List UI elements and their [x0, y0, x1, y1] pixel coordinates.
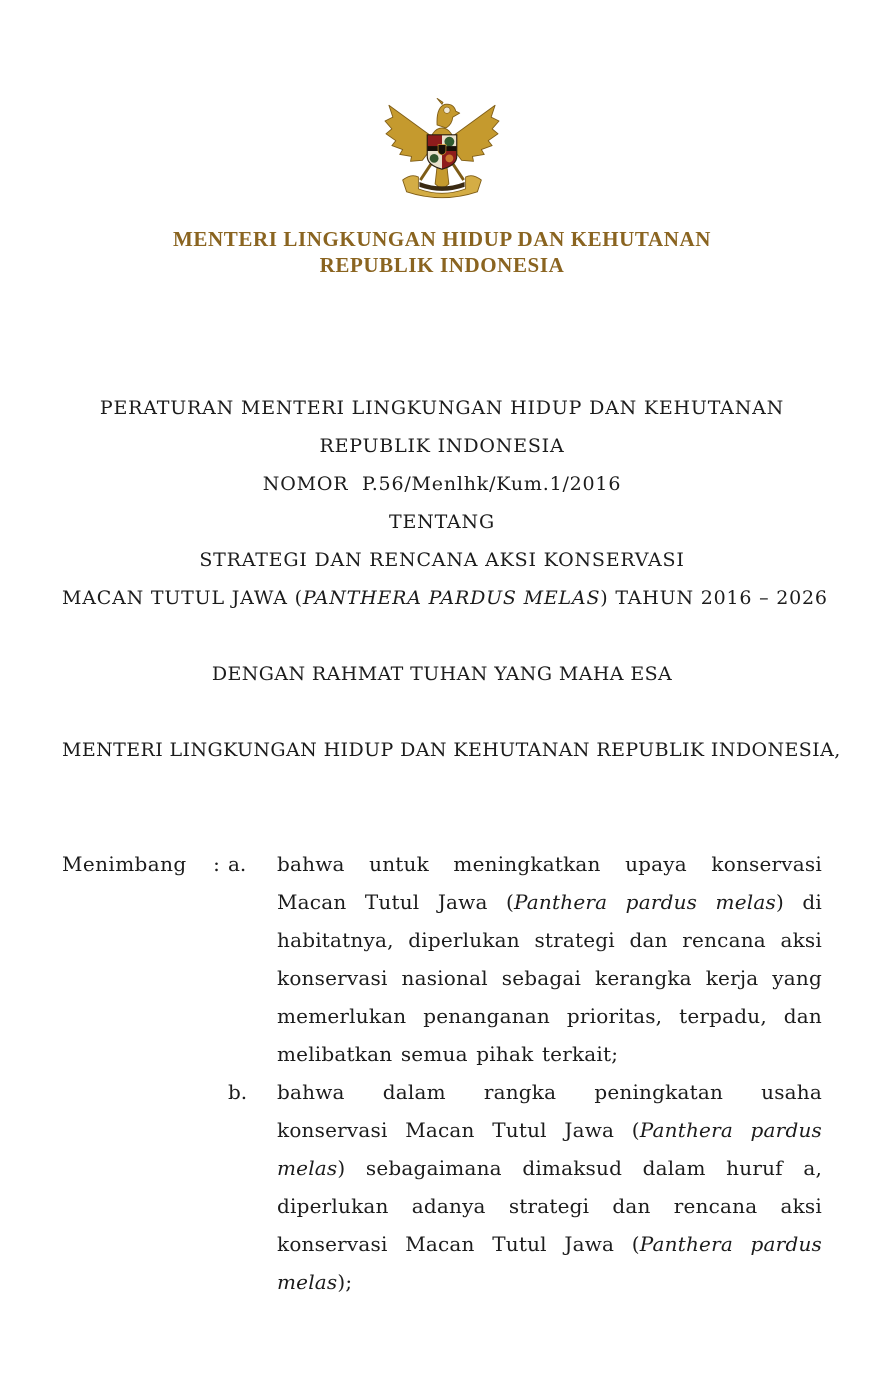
regulation-title-block	[62, 389, 828, 617]
title-line-subject: STRATEGI DAN RENCANA AKSI KONSERVASI	[199, 549, 685, 571]
consideration-section	[62, 845, 822, 1301]
title-line-tentang: TENTANG	[389, 511, 495, 533]
item-b-seg-3: ) sebagaimana dimaksud dalam huruf a, diperlukan adanya strategi dan rencana aksi konservasi Macan Tutul Jawa (	[277, 1156, 822, 1256]
invocation-line: DENGAN RAHMAT TUHAN YANG MAHA ESA	[211, 663, 673, 685]
consideration-item-a	[277, 845, 822, 1073]
title-line-republic: REPUBLIK INDONESIA	[319, 435, 565, 457]
item-b-seg-1: bahwa dalam rangka peningkatan usaha konservasi Macan Tutul Jawa (	[277, 1080, 822, 1142]
letterhead	[62, 95, 822, 278]
item-b-seg-5: );	[337, 1270, 353, 1294]
ministry-name: MENTERI LINGKUNGAN HIDUP DAN KEHUTANAN	[172, 227, 712, 251]
authority-line: MENTERI LINGKUNGAN HIDUP DAN KEHUTANAN REPUBLIK INDONESIA,	[62, 739, 841, 761]
item-a-letter: a.	[228, 852, 247, 876]
title-species-latin: PANTHERA PARDUS MELAS	[302, 587, 601, 609]
item-b-latin-name-1: Panthera pardus melas	[277, 1118, 822, 1180]
consideration-grid	[62, 845, 822, 1301]
ministry-country: REPUBLIK INDONESIA	[319, 253, 565, 277]
item-a-seg-3: ) di habitatnya, diperlukan strategi dan rencana aksi konservasi nasional sebagai kerangka kerja yang memerlukan penanganan prioritas, terpadu, dan melibatkan semua pihak terkait;	[277, 890, 822, 1066]
garuda-pancasila-emblem	[383, 95, 501, 208]
menimbang-label: Menimbang	[62, 852, 187, 876]
item-b-latin-name-2: Panthera pardus melas	[277, 1232, 822, 1294]
menimbang-colon: :	[213, 852, 220, 876]
title-line-regulation: PERATURAN MENTERI LINGKUNGAN HIDUP DAN KEHUTANAN	[99, 397, 785, 419]
item-a-seg-1: bahwa untuk meningkatkan upaya konservasi Macan Tutul Jawa (	[277, 852, 822, 914]
title-line-species	[62, 579, 828, 617]
item-b-letter: b.	[228, 1080, 248, 1104]
title-species-prefix: MACAN TUTUL JAWA (	[62, 587, 303, 609]
title-line-number: NOMOR P.56/Menlhk/Kum.1/2016	[262, 473, 622, 495]
title-species-suffix: ) TAHUN 2016 – 2026	[600, 587, 828, 609]
item-a-latin-name: Panthera pardus melas	[514, 890, 776, 914]
consideration-item-b	[277, 1073, 822, 1301]
